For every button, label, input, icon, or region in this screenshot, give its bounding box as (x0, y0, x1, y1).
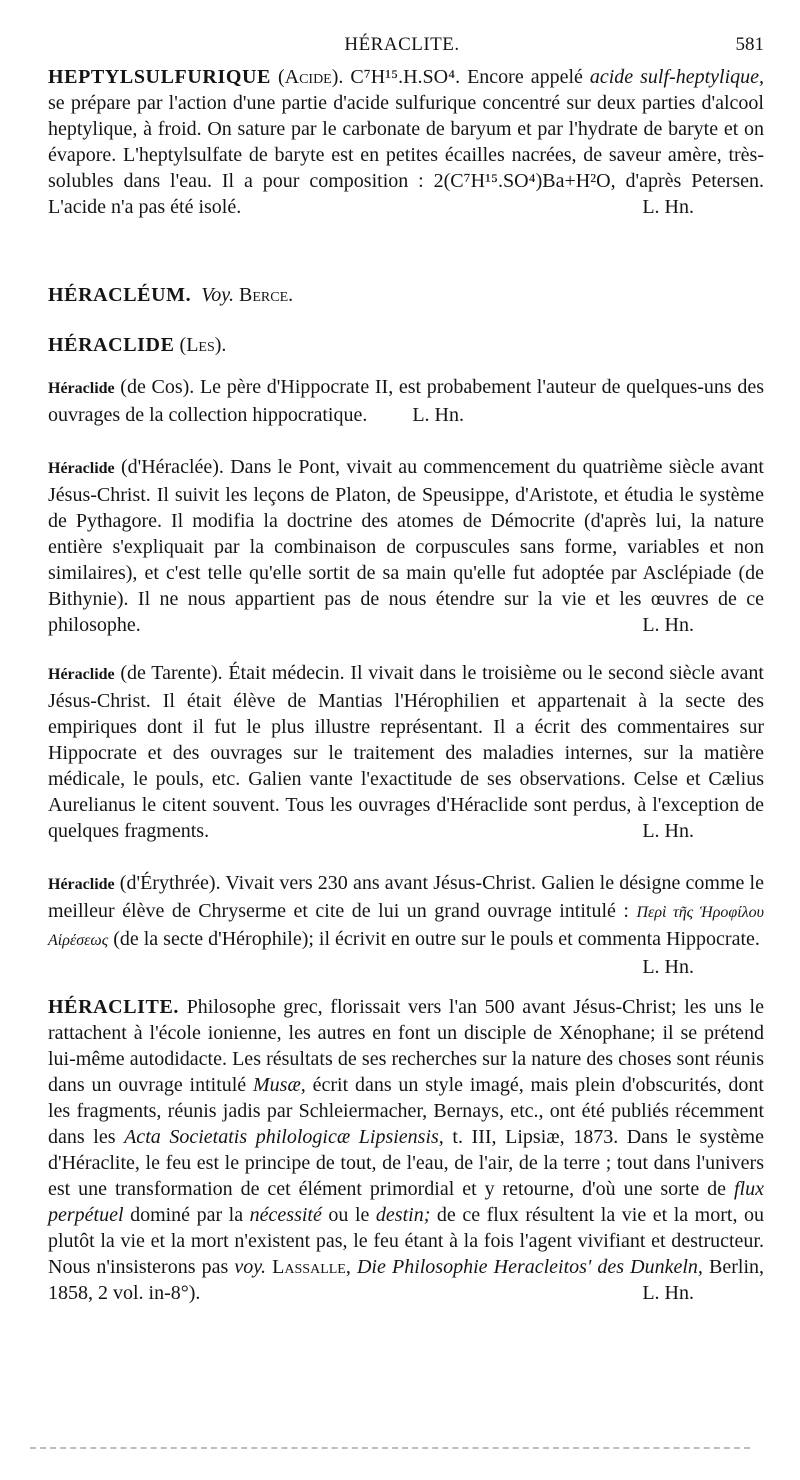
entry-heraclide-group (48, 332, 764, 358)
entry-italic-term: acide sulf-heptylique, (589, 66, 765, 88)
page-number: 581 (735, 34, 764, 55)
entry-heraclite (48, 994, 764, 1306)
page-header (40, 34, 764, 60)
author-signature: L. Hn. (642, 820, 694, 842)
entry-headword: HÉRACLITE. (48, 996, 180, 1018)
entry-italic-term: destin; (375, 1204, 431, 1226)
author-signature: L. Hn. (642, 196, 694, 218)
cited-author: Lassalle, (266, 1256, 351, 1278)
author-signature: L. Hn. (412, 404, 464, 426)
entry-italic-term: Acta Societatis philologicæ Lipsiensis, (124, 1126, 444, 1148)
footer-dashed-rule (30, 1447, 750, 1449)
entry-heracleum (48, 282, 764, 308)
entry-italic-term: Musæ, (253, 1074, 306, 1096)
entry-heraclide-cos (48, 374, 764, 428)
entry-heraclide-erythree (48, 870, 764, 980)
entry-subhead: Héraclide (48, 380, 115, 397)
entry-text: (d'Érythrée). Vivait vers 230 ans avant Jésus-Christ. Galien le désigne comme le meilleur élève de Chrysermе et cite de lui un grand ouvrage intitulé : (48, 872, 764, 922)
entry-subhead: Héraclide (48, 666, 115, 683)
entry-headword: HÉRACLIDE (48, 334, 175, 356)
entry-text: (de Cos). Le père d'Hippocrate II, est probabement l'auteur de quelques-uns des ouvrages de la collection hippocratique. (48, 376, 764, 426)
entry-text: Philosophe grec, florissait vers l'an 500 avant Jésus-Christ; les uns le rattachent à l'école ionienne, les autres en font un disciple de Xénophane; il se prétend lui-même autodidacte. Les résultats de ses recherches sur la nature des choses sont réunis dans un ouvrage intitulé (48, 996, 764, 1096)
entry-text: de ce flux résultent la vie et la mort, ou plutôt la vie et la mort n'existent pas, le feu étant à la fois l'agent vivifiant et destructeur. Nous n'insisterons pas (48, 1204, 764, 1278)
author-signature: L. Hn. (642, 614, 694, 636)
entry-italic-term: nécessité (249, 1204, 322, 1226)
entry-text: dominé par la (123, 1204, 250, 1226)
author-signature: L. Hn. (642, 1282, 694, 1304)
chemical-formula: C⁷H¹⁵.H.SO⁴. (350, 66, 461, 88)
cross-reference-target: Berce. (239, 284, 294, 306)
entry-heptylsulfurique (48, 64, 764, 220)
entry-headword: HEPTYLSULFURIQUE (48, 66, 271, 88)
entry-subhead: Héraclide (48, 460, 115, 477)
entry-text: se prépare par l'action d'une partie d'acide sulfurique concentré sur deux parties d'alcool heptylique, à froid. On sature par le carbonate de baryum et par l'hydrate de baryte et on évapore. L'heptylsulfate de baryte est en petites écailles nacrées, de saveur amère, très-solubles dans l'eau. Il a pour composition : 2(C⁷H¹⁵.SO⁴)Ba+H²O, d'après Petersen. L'acide n'a pas été isolé. (48, 92, 764, 218)
entry-text: (d'Héraclée). Dans le Pont, vivait au commencement du quatrième siècle avant Jésus-Christ. Il suivit les leçons de Platon, de Speusippe, d'Aristote, et étudia le système de Pythagore. Il modifia la doctrine des atomes de Démocrite (d'après lui, la nature entière s'expliquait par la combinaison de corpuscules sans forme, variables et non similaires), et c'est telle qu'elle sortit de sa main qu'elle fut adoptée par Asclépiade (de Bithynie). Il ne nous appartient pas de nous étendre sur la vie et les œuvres de ce philosophe. (48, 456, 764, 636)
cross-reference-label: Voy. (201, 284, 235, 306)
entry-text: ou le (321, 1204, 376, 1226)
greek-title: Περὶ τῆς Ἡροφίλου Αἱρέσεως (48, 904, 765, 949)
entry-qualifier: (Acide). (277, 66, 344, 88)
entry-italic-term: voy. (234, 1256, 267, 1278)
entry-text: t. III, Lipsiæ, 1873. Dans le système d'Héraclite, le feu est le principe de tout, de l'eau, de l'air, de la terre ; tout dans l'univers est une transformation de cet élément primordial et y retourne, d'où une sorte de (48, 1126, 764, 1200)
entry-text: (de la secte d'Hérophile); il écrivit en outre sur le pouls et commenta Hippocrate. (108, 928, 760, 950)
running-title: HÉRACLITE. (344, 34, 460, 55)
author-signature: L. Hn. (642, 956, 694, 978)
entry-qualifier: (Les). (179, 334, 227, 356)
cited-work-title: Die Philosophie Heracleitos' des Dunkeln, (350, 1256, 703, 1278)
entry-text: Berlin, 1858, 2 vol. in-8°). (48, 1256, 764, 1304)
entry-heraclide-tarente (48, 660, 764, 844)
entry-text: écrit dans un style imagé, mais plein d'obscurités, dont les fragments, réunis jadis par Schleiermacher, Bernays, etc., ont été publiés récemment dans les (48, 1074, 764, 1148)
entry-text: (de Tarente). Était médecin. Il vivait dans le troisième ou le second siècle avant Jésus-Christ. Il était élève de Mantias l'Hérophilien et appartenait à la secte des empiriques dont il fut le plus illustre représentant. Il a écrit des commentaires sur Hippocrate et des ouvrages sur le traitement des maladies internes, sur la matière médicale, le pouls, etc. Galien vante l'exactitude de ses observations. Celse et Cælius Aurelianus le citent souvent. Tous les ouvrages d'Héraclide sont perdus, à l'exception de quelques fragments. (48, 662, 764, 842)
entry-headword: HÉRACLÉUM. (48, 284, 192, 306)
entry-subhead: Héraclide (48, 876, 115, 893)
entry-text: Encore appelé (460, 66, 590, 88)
entry-italic-term: flux perpétuel (48, 1178, 764, 1226)
entry-heraclide-heraclee (48, 454, 764, 638)
